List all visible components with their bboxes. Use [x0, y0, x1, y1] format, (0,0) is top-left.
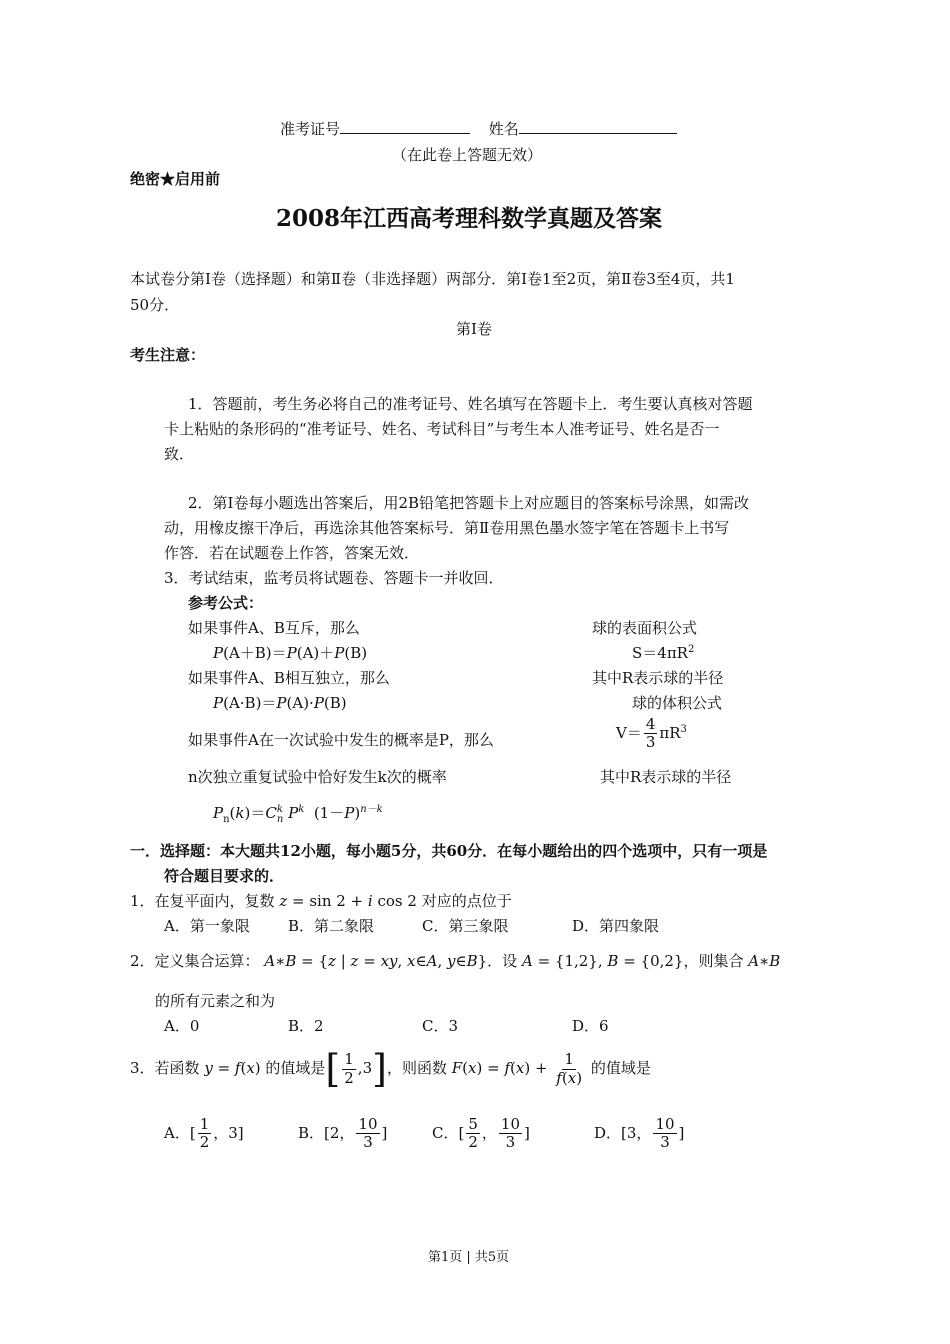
formula-left-3: 如果事件A在一次试验中发生的概率是P，那么: [188, 731, 494, 749]
question-2-option-c: C．3: [422, 1017, 459, 1035]
exam-id-blank: [340, 119, 470, 134]
question-3-option-b: B．[2， $\frac{10}{3}$ ]: [298, 1115, 388, 1152]
volume-label: 第Ⅰ卷: [456, 320, 492, 338]
notice-1-line3: 致．: [164, 445, 195, 463]
header-line: [280, 118, 677, 139]
notice-2-line1: 2．第Ⅰ卷每小题选出答案后，用2B铅笔把答题卡上对应题目的答案标号涂黑，如需改: [188, 494, 750, 512]
formula-left-1: 如果事件A、B互斥，那么: [188, 619, 360, 637]
formula-right-1: 球的表面积公式: [592, 619, 698, 637]
formula-left-1-expr: P(A＋B)＝P(A)＋P(B): [213, 644, 368, 662]
name-label: 姓名: [488, 120, 519, 138]
question-1-option-b: B．第二象限: [288, 917, 375, 935]
exam-id-label: 准考证号: [280, 120, 341, 138]
formula-left-4-expr: $P_n(k)=C^k_n$ $P^k$ $(1-P)^{n-k}$: [213, 804, 383, 825]
intro-line2: 50分．: [130, 296, 180, 314]
formula-right-1-expr: $S=4\pi R^2$: [632, 644, 695, 662]
formula-right-3: 球的体积公式: [632, 694, 723, 712]
intro-line1: 本试卷分第Ⅰ卷（选择题）和第Ⅱ卷（非选择题）两部分．第Ⅰ卷1至2页，第Ⅱ卷3至4页，共1: [130, 270, 735, 288]
question-3-option-a: A．[ $\frac{1}{2}$ ，3]: [164, 1115, 244, 1152]
formula-left-2: 如果事件A、B相互独立，那么: [188, 669, 390, 687]
name-blank: [519, 119, 677, 134]
question-3-option-c: C．[ $\frac{5}{2}$ ， $\frac{10}{3}$ ]: [432, 1115, 530, 1152]
header-note: （在此卷上答题无效）: [392, 146, 543, 164]
question-2-option-a: A．0: [164, 1017, 200, 1035]
section1-title-line1: 一．选择题：本大题共12小题，每小题5分，共60分．在每小题给出的四个选项中，只有一项是: [130, 842, 768, 860]
formula-right-4: 其中R表示球的半径: [600, 768, 732, 786]
section1-title-line2: 符合题目要求的．: [164, 867, 285, 885]
question-3-stem: 3．若函数 y = f(x) 的值域是[ $\frac{1}{2}$ ,3]，则函数 F(x) = f(x) + $\frac{1}{f(x)}$ 的值域是: [130, 1047, 651, 1091]
notice-2-line2: 动，用橡皮擦干净后，再选涂其他答案标号．第Ⅱ卷用黑色墨水签字笔在答题卡上书写: [164, 519, 730, 537]
formula-right-2: 其中R表示球的半径: [592, 669, 724, 687]
question-2-stem-cont: 的所有元素之和为: [155, 992, 276, 1010]
question-1-option-d: D．第四象限: [572, 917, 660, 935]
page-footer: 第1页 | 共5页: [428, 1250, 510, 1265]
formula-title: 参考公式：: [188, 594, 264, 612]
question-1-option-c: C．第三象限: [422, 917, 509, 935]
formula-right-3-expr: V＝ $\frac{4}{3}$ $\pi R^3$: [616, 715, 687, 752]
formula-left-2-expr: P(A·B)＝P(A)·P(B): [213, 694, 347, 712]
question-1-option-a: A．第一象限: [164, 917, 250, 935]
notice-3: 3．考试结束，监考员将试题卷、答题卡一并收回．: [164, 569, 504, 587]
question-2-option-b: B．2: [288, 1017, 324, 1035]
question-2-option-d: D．6: [572, 1017, 609, 1035]
notice-2-line3: 作答．若在试题卷上作答，答案无效．: [164, 544, 420, 562]
secret-mark: 绝密★启用前: [130, 170, 221, 188]
notice-title: 考生注意：: [130, 346, 206, 364]
question-1-stem: 1．在复平面内，复数 z = sin 2 + i cos 2 对应的点位于: [130, 892, 512, 910]
page-title: 2008年江西高考理科数学真题及答案: [276, 205, 663, 232]
question-2-stem: 2．定义集合运算： A∗B = {z | z = xy, x∈A, y∈B}．设 A = {1,2}, B = {0,2}，则集合 A∗B: [130, 952, 781, 970]
question-3-option-d: D．[3， $\frac{10}{3}$ ]: [594, 1115, 685, 1152]
notice-1-line1: 1．答题前，考生务必将自己的准考证号、姓名填写在答题卡上．考生要认真核对答题: [188, 395, 753, 413]
notice-1-line2: 卡上粘贴的条形码的“准考证号、姓名、考试科目”与考生本人准考证号、姓名是否一: [164, 420, 720, 438]
formula-left-4: n次独立重复试验中恰好发生k次的概率: [188, 768, 447, 786]
